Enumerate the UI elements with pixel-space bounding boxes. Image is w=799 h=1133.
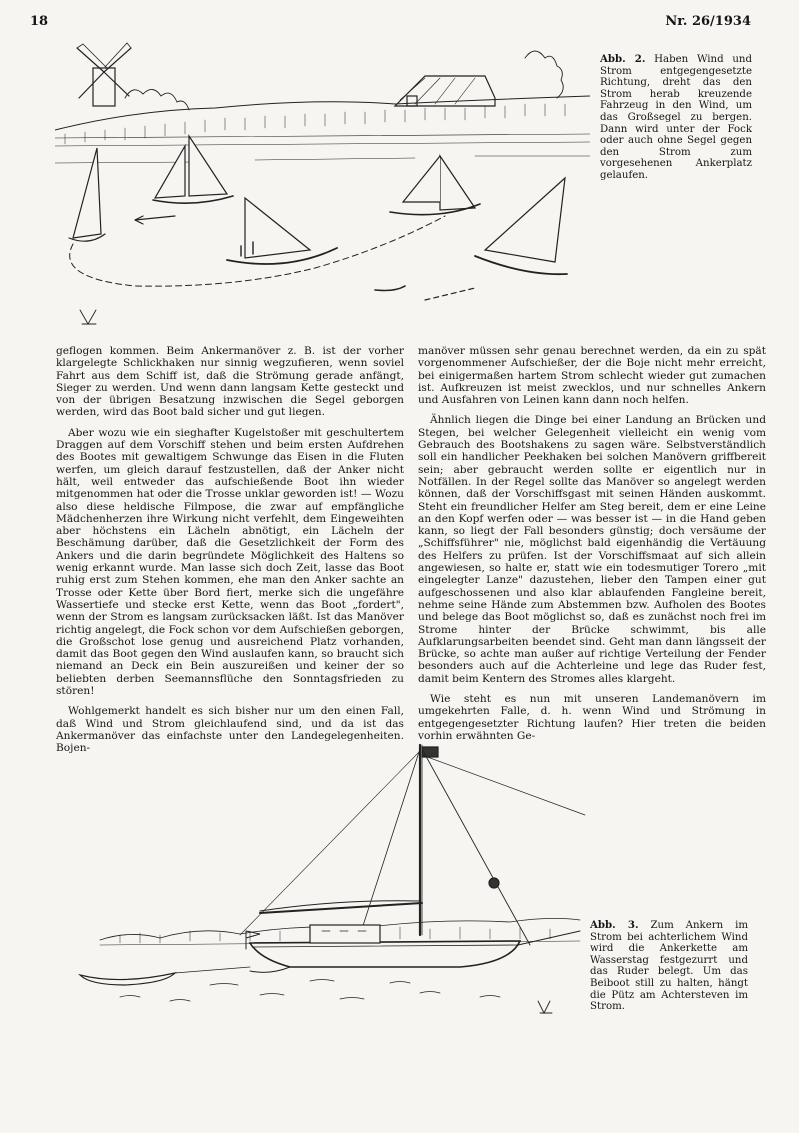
paragraph: Aber wozu wie ein sieghafter Kugelstoßer mit geschultertem Draggen auf dem Vorschiff stehen und beim ersten Aufdrehen des Bootes mit gewaltigem Schwunge das Eisen in die Fluten werfen, um gleich darauf festzustellen, daß der Anker nicht hält, weil entweder das aufschießende Boot ihn wieder mitgenommen hat oder die Trosse unklar geworden ist! — Wozu also diese heldische Filmpose, die zwar auf empfängliche Mädchenherzen ihre Wirkung nicht verfehlt, dem Eingeweihten aber höchstens ein Lächeln abnötigt, ein Lächeln der Beschämung darüber, daß die Gesetzlichkeit der Form des Ankers und die darin begründete Möglichkeit des Haltens so wenig erkannt wurde. Man lasse sich doch Zeit, lasse das Boot ruhig erst zum Stehen kommen, ehe man den Anker sachte an Trosse oder Kette über Bord fiert, merke sich die ungefähre Wassertiefe und stecke erst Kette, wenn das Boot „fordert", wenn der Strom es langsam zurücksacken läßt. Ist das Manöver richtig angelegt, die Fock schon vor dem Aufschießen geborgen, die Großschot lose genug und ausreichend Platz vorhanden, damit das Boot gegen den Wind auslaufen kann, so braucht sich niemand an Deck ein Bein auszureißen und keiner der so beliebten derben Seemannsflüche den Sonntagsfrieden zu stören!	[56, 426, 404, 698]
figure-3-caption	[590, 920, 748, 1013]
text-column-left	[56, 345, 404, 763]
issue-number: Nr. 26/1934	[665, 14, 751, 29]
pennant-flag	[422, 747, 438, 757]
dinghy-drawing	[80, 967, 250, 985]
boat-4-drawing	[390, 156, 480, 215]
anchor-ball	[489, 878, 499, 888]
windmill-drawing	[77, 43, 131, 106]
paragraph: geflogen kommen. Beim Ankermanöver z. B. ist der vorher klargelegte Schlickhaken nur sinnig wegzufieren, wenn soviel Fahrt aus dem Schiff ist, daß die Strömung gerade anfängt, Sieger zu werden. Und wenn dann langsam Kette gesteckt und von der übrigen Besatzung inzwischen die Segel geborgen werden, wird das Boot bald sicher und gut liegen.	[56, 345, 404, 419]
boat-1-drawing	[69, 148, 105, 241]
boat-5-drawing	[475, 178, 567, 274]
figure-3-caption-body: Zum Ankern im Strom bei achterlichem Wind wird die Ankerkette am Wasserstag festgezurrt und das Ruder belegt. Um das Beiboot still zu halten, hängt die Pütz am Achtersteven im Strom.	[590, 920, 749, 1013]
paragraph: Wohlgemerkt handelt es sich bisher nur um den einen Fall, daß Wind und Strom gleichlaufend sind, und da ist das Ankermanöver das einfachste unter den Landegelegenheiten. Bojen-	[56, 705, 404, 755]
figure-3-illustration	[60, 735, 590, 1025]
paragraph: Ähnlich liegen die Dinge bei einer Landung an Brücken und Stegen, bei welcher Gelegenheit vielleicht ein wenig vom Gebrauch des Bootshakens zu sagen wäre. Selbstverständlich soll ein handlicher Peekhaken bei solchen Manövern griffbereit sein; aber gebraucht werden sollte er eigentlich nur in Notfällen. In der Regel sollte das Manöver so angelegt werden können, daß der Vorschiffsgast mit seinen Händen auskommt. Steht ein freundlicher Helfer am Steg bereit, dem er eine Leine an den Kopf werfen oder — was besser ist — in die Hand geben kann, so liegt der Fall besonders günstig; doch versäume der „Schiffsführer" nie, möglichst bald eigenhändig die Vertäuung des Helfers zu prüfen. Ist der Vorschiffsmaat auf sich allein angewiesen, so halte er, statt wie ein todesmutiger Torero „mit eingelegter Lanze" dazustehen, lieber den Tampen einer gut aufgeschossenen und also klar ablaufenden Fangleine bereit, nehme seine Hände zum Abstemmen bzw. Aufholen des Bootes und belege das Boot möglichst so, daß es zunächst noch frei im Strome hinter der Brücke schwimmt, bis alle Aufklarungsarbeiten beendet sind. Geht man dann längsseit der Brücke, so achte man außer auf richtige Verteilung der Fender besonders auch auf die Achterleine und lege das Ruder fest, damit beim Kentern des Stromes alles klargeht.	[418, 414, 766, 685]
boat-3-drawing	[227, 198, 337, 264]
figure-2-caption-lead: Abb. 2.	[600, 53, 646, 65]
figure-3-caption-lead: Abb. 3.	[590, 919, 639, 931]
figure-2-illustration	[55, 38, 590, 338]
paragraph: Wie steht es nun mit unseren Landemanövern im umgekehrten Falle, d. h. wenn Wind und Strömung in entgegengesetzter Richtung laufen? Hier treten die beiden vorhin erwähnten Ge-	[418, 693, 766, 742]
figure-2-caption	[600, 54, 752, 182]
boat-2-drawing	[153, 136, 233, 203]
yacht-hull-drawing	[250, 925, 520, 972]
paragraph: manöver müssen sehr genau berechnet werden, da ein zu spät vorgenommener Aufschießer, der die Boje nicht mehr erreicht, bei einigermaßen hartem Strom schlecht wieder gut zumachen ist. Aufkreuzen ist meist zwecklos, und nur schnelles Ankern und Ausfahren von Leinen kann dann noch helfen.	[418, 345, 766, 407]
page-number: 18	[30, 14, 49, 29]
figure-2-caption-body: Haben Wind und Strom entgegengesetzte Richtung, dreht das den Strom herab kreuzende Fahrzeug in den Wind, um das Großsegel zu bergen. Dann wird unter der Fock oder auch ohne Segel gegen den Strom zum vorgesehenen Ankerplatz gelaufen.	[600, 54, 752, 181]
text-column-right	[418, 345, 766, 750]
